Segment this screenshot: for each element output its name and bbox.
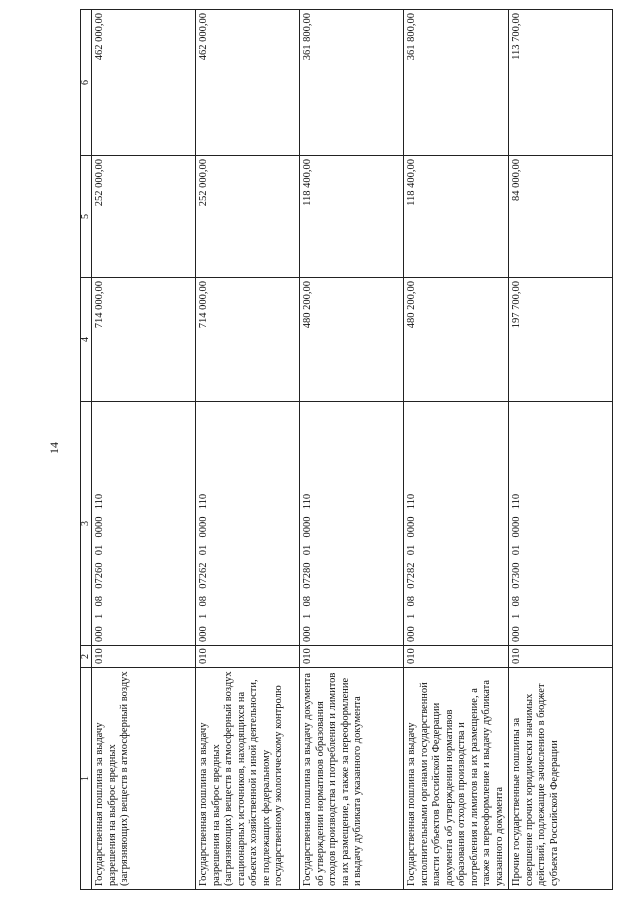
page-number: 14 <box>47 442 61 454</box>
row-kbk-code: 000 1 08 07260 01 0000 110 <box>92 402 196 646</box>
rotated-table-wrapper <box>80 10 610 890</box>
row-value-6: 113 700,00 <box>509 10 613 156</box>
header-col-2: 2 <box>81 646 92 668</box>
row-value-6: 361 800,00 <box>300 10 404 156</box>
row-name: Государственная пошлина за выдачу исполнительными органами государственной власти субъектов Российской Федерации документа об утверждении нормативов образования отходов производства и потребления и лимитов на их размещение, а также за переоформление и выдачу дубликата указанного документа <box>404 668 509 890</box>
table-row <box>196 10 300 890</box>
header-col-3: 3 <box>81 402 92 646</box>
row-kbk-code: 000 1 08 07300 01 0000 110 <box>509 402 613 646</box>
row-name: Государственная пошлина за выдачу разрешения на выброс вредных (загрязняющих) веществ в атмосферный воздух <box>92 668 196 890</box>
header-col-6: 6 <box>81 10 92 156</box>
row-admin-code: 010 <box>404 646 509 668</box>
row-value-4: 714 000,00 <box>196 278 300 402</box>
row-admin-code: 010 <box>92 646 196 668</box>
row-name: Государственная пошлина за выдачу разрешения на выброс вредных (загрязняющих) веществ в атмосферный воздух стационарных источников, находящихся на объектах хозяйственной и иной деятельности, не подлежащих федеральному государственному экологическому контролю <box>196 668 300 890</box>
row-admin-code: 010 <box>196 646 300 668</box>
row-value-5: 252 000,00 <box>196 156 300 278</box>
table-row <box>509 10 613 890</box>
row-value-4: 480 200,00 <box>404 278 509 402</box>
row-value-6: 462 000,00 <box>196 10 300 156</box>
row-value-5: 252 000,00 <box>92 156 196 278</box>
revenue-table <box>80 9 613 890</box>
row-value-5: 84 000,00 <box>509 156 613 278</box>
table-row <box>404 10 509 890</box>
row-value-4: 197 700,00 <box>509 278 613 402</box>
row-name: Прочие государственные пошлины за совершение прочих юридически значимых действий, подлежащие зачислению в бюджет субъекта Российской Федерации <box>509 668 613 890</box>
table-row <box>300 10 404 890</box>
row-value-4: 714 000,00 <box>92 278 196 402</box>
row-admin-code: 010 <box>509 646 613 668</box>
row-name: Государственная пошлина за выдачу документа об утверждении нормативов образования отходов производства и потребления и лимитов на их размещение, а также за переоформление и выдачу дубликата указанного документа <box>300 668 404 890</box>
row-value-5: 118 400,00 <box>404 156 509 278</box>
header-col-5: 5 <box>81 156 92 278</box>
row-kbk-code: 000 1 08 07280 01 0000 110 <box>300 402 404 646</box>
row-value-6: 462 000,00 <box>92 10 196 156</box>
row-admin-code: 010 <box>300 646 404 668</box>
table-row <box>92 10 196 890</box>
row-value-6: 361 800,00 <box>404 10 509 156</box>
row-value-5: 118 400,00 <box>300 156 404 278</box>
row-kbk-code: 000 1 08 07262 01 0000 110 <box>196 402 300 646</box>
header-row <box>81 10 92 890</box>
row-value-4: 480 200,00 <box>300 278 404 402</box>
row-kbk-code: 000 1 08 07282 01 0000 110 <box>404 402 509 646</box>
header-col-4: 4 <box>81 278 92 402</box>
header-col-1: 1 <box>81 668 92 890</box>
